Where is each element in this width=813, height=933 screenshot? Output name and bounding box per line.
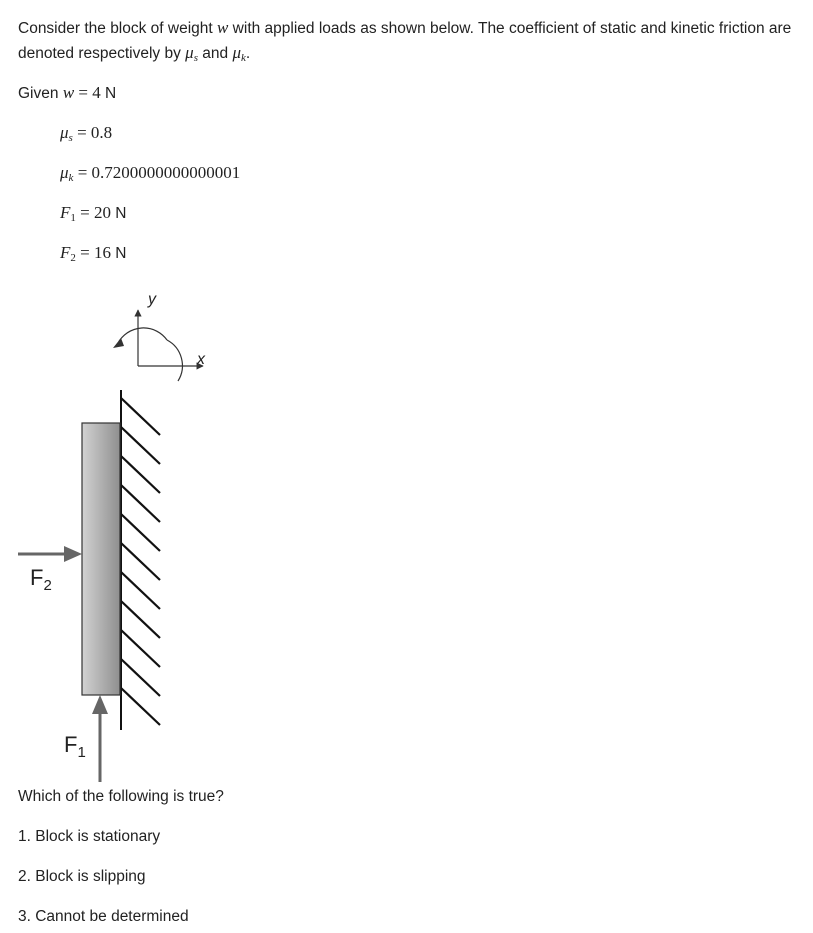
mu-k-symbol: μ xyxy=(232,43,242,62)
param-f2: $F_2 = 16$ N xyxy=(60,243,127,264)
param-f1: $F_1 = 20$ N xyxy=(60,203,127,224)
y-axis-label: y xyxy=(148,291,156,308)
mu-s-symbol: μ xyxy=(185,43,194,62)
weight-symbol: w xyxy=(217,18,229,37)
wall-hatch-line xyxy=(121,398,160,435)
wall-hatch-line xyxy=(121,543,160,580)
wall-hatch-line xyxy=(121,427,160,464)
f2-label: $F_2$ xyxy=(30,565,52,594)
wall-hatch-line xyxy=(121,485,160,522)
wall-hatch-line xyxy=(121,601,160,638)
force-f2-arrow xyxy=(18,546,82,562)
option-cannot-determine[interactable]: 3. Cannot be determined xyxy=(18,908,189,925)
wall-hatch-line xyxy=(121,514,160,551)
option-slipping[interactable]: 2. Block is slipping xyxy=(18,868,146,885)
block-wall-diagram xyxy=(0,280,300,790)
option-stationary[interactable]: 1. Block is stationary xyxy=(18,828,161,845)
question-prompt: Which of the following is true? xyxy=(18,788,224,805)
wall-hatch-line xyxy=(121,456,160,493)
param-mu-k: $\mu_k = 0.7200000000000001$ xyxy=(60,163,241,184)
wall-hatch-line xyxy=(121,572,160,609)
force-f1-arrow xyxy=(92,695,108,782)
f1-label: $F_1$ xyxy=(64,732,86,761)
wall-hatch-line xyxy=(121,688,160,725)
wall-hatch-line xyxy=(121,659,160,696)
axes-icon xyxy=(113,310,203,381)
param-mu-s: $\mu_s = 0.8$ xyxy=(60,123,113,144)
wall-hatch-line xyxy=(121,630,160,667)
given-weight: Given w = 4 N xyxy=(18,83,117,102)
block xyxy=(82,423,120,695)
x-axis-label: x xyxy=(197,351,205,368)
problem-intro: Consider the block of weight w with applied loads as shown below. The coefficient of static and kinetic friction are denoted respectively by $\mu_s$ and $\mu_k$. xyxy=(18,18,792,64)
wall xyxy=(121,390,160,730)
